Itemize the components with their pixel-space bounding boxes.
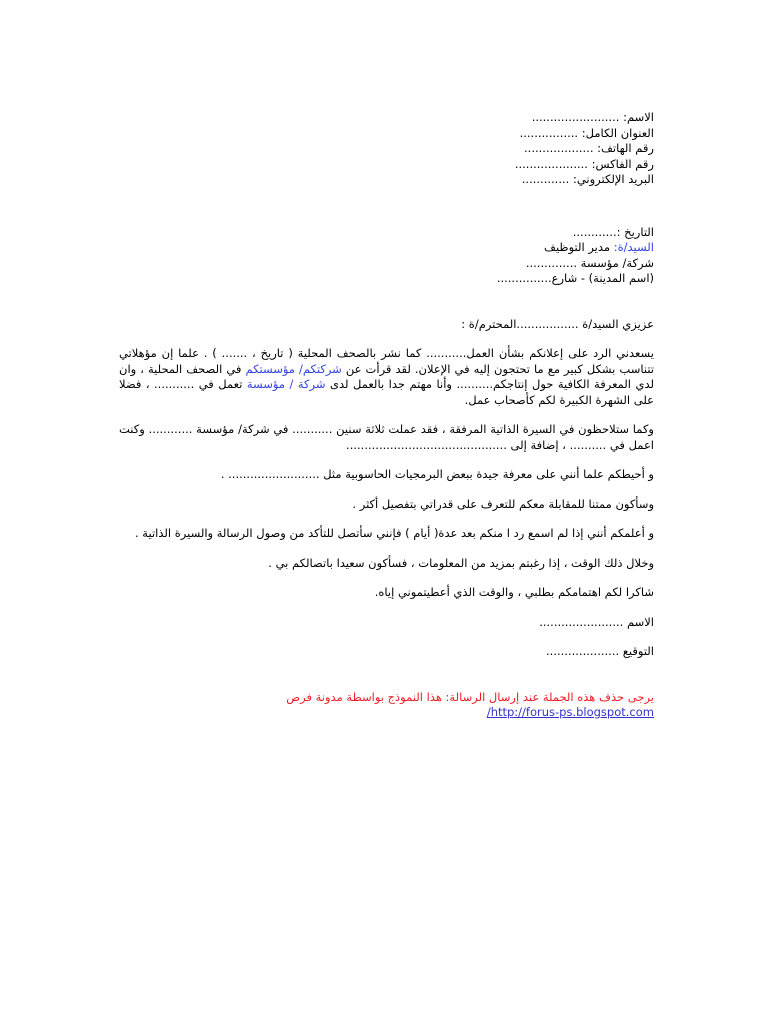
- sender-block: [119, 110, 654, 188]
- paragraph-intro-part1: يسعدني الرد على إعلانكم بشأن العمل........... كما نشر بالصحف المحلية ( تاريخ ، ....... ) . علما إن مؤهلاتي تتناسب بشكل كبير مع ما تحتجون إليه في الإعلان. لقد قرأت عن: [119, 346, 655, 376]
- paragraph-experience: وكما ستلاحظون في السيرة الذاتية المرفقة ، فقد عملت ثلاثة سنين ........... في شركة/ مؤسسة ............ وكنت اعمل في .......... ، إضافة إلى ............................................: [119, 422, 654, 452]
- sender-name: الاسم: ........................: [531, 110, 654, 124]
- paragraph-followup: و أعلمكم أنني إذا لم اسمع رد ا منكم بعد عدة( أيام ) فإنني سأتصل للتأكد من وصول الرسالة والسيرة الذاتية .: [135, 526, 654, 540]
- paragraph-contact: وخلال ذلك الوقت ، إذا رغبتم بمزيد من المعلومات ، فسأكون سعيدا باتصالكم بي .: [268, 555, 654, 570]
- company-placeholder-1: شركتكم/ مؤسستكم: [245, 361, 342, 376]
- sender-email: البريد الإلكتروني: .............: [521, 172, 654, 186]
- sender-phone: رقم الهاتف: ...................: [524, 141, 654, 155]
- footer-link[interactable]: http://forus-ps.blogspot.com/: [486, 705, 654, 719]
- signature-sign: التوقيع ....................: [546, 644, 654, 658]
- footer-note: يرجى حذف هذه الجملة عند إرسال الرسالة: هذا النموذج بواسطة مدونة فرص: [286, 689, 654, 704]
- paragraph-interview: وسأكون ممتنا للمقابلة معكم للتعرف على قدراتي بتفصيل أكثر .: [352, 496, 654, 511]
- greeting: عزيزي السيد/ة .................المحترم/ة :: [461, 316, 654, 331]
- recipient-block: [119, 225, 654, 287]
- recipient-role: مدير التوظيف: [544, 240, 614, 254]
- letter-date: التاريخ :............: [572, 224, 654, 239]
- paragraph-intro: [119, 346, 654, 408]
- sender-address: العنوان الكامل: ................: [519, 125, 654, 140]
- recipient-city: (اسم المدينة) - شارع...............: [496, 271, 654, 285]
- letter-page: [119, 110, 654, 721]
- paragraph-thanks: شاكرا لكم اهتمامكم بطلبي ، والوقت الذي أعطيتموني إياه.: [374, 585, 654, 599]
- paragraph-intro-part3: تعمل في ........... ، فضلا على الشهرة الكبيرة لكم كأصحاب عمل.: [119, 377, 654, 407]
- recipient-title: [119, 240, 654, 256]
- sender-fax: رقم الفاكس: ....................: [514, 156, 654, 171]
- company-placeholder-2: شركة / مؤسسة: [246, 377, 326, 391]
- paragraph-intro-part2: في الصحف المحلية ، وان لدي المعرفة الكافية حول إنتاجكم.......... وأنا مهتم جدا بالعمل لدى: [119, 361, 654, 391]
- signature-name: الاسم .......................: [539, 614, 654, 629]
- recipient-prefix: السيد/ة:: [613, 240, 654, 254]
- paragraph-skills: و أحيطكم علما أنني على معرفة جيدة ببعض البرمجيات الحاسوبية مثل ......................... .: [220, 467, 654, 481]
- recipient-company: شركة/ مؤسسة ..............: [525, 255, 654, 270]
